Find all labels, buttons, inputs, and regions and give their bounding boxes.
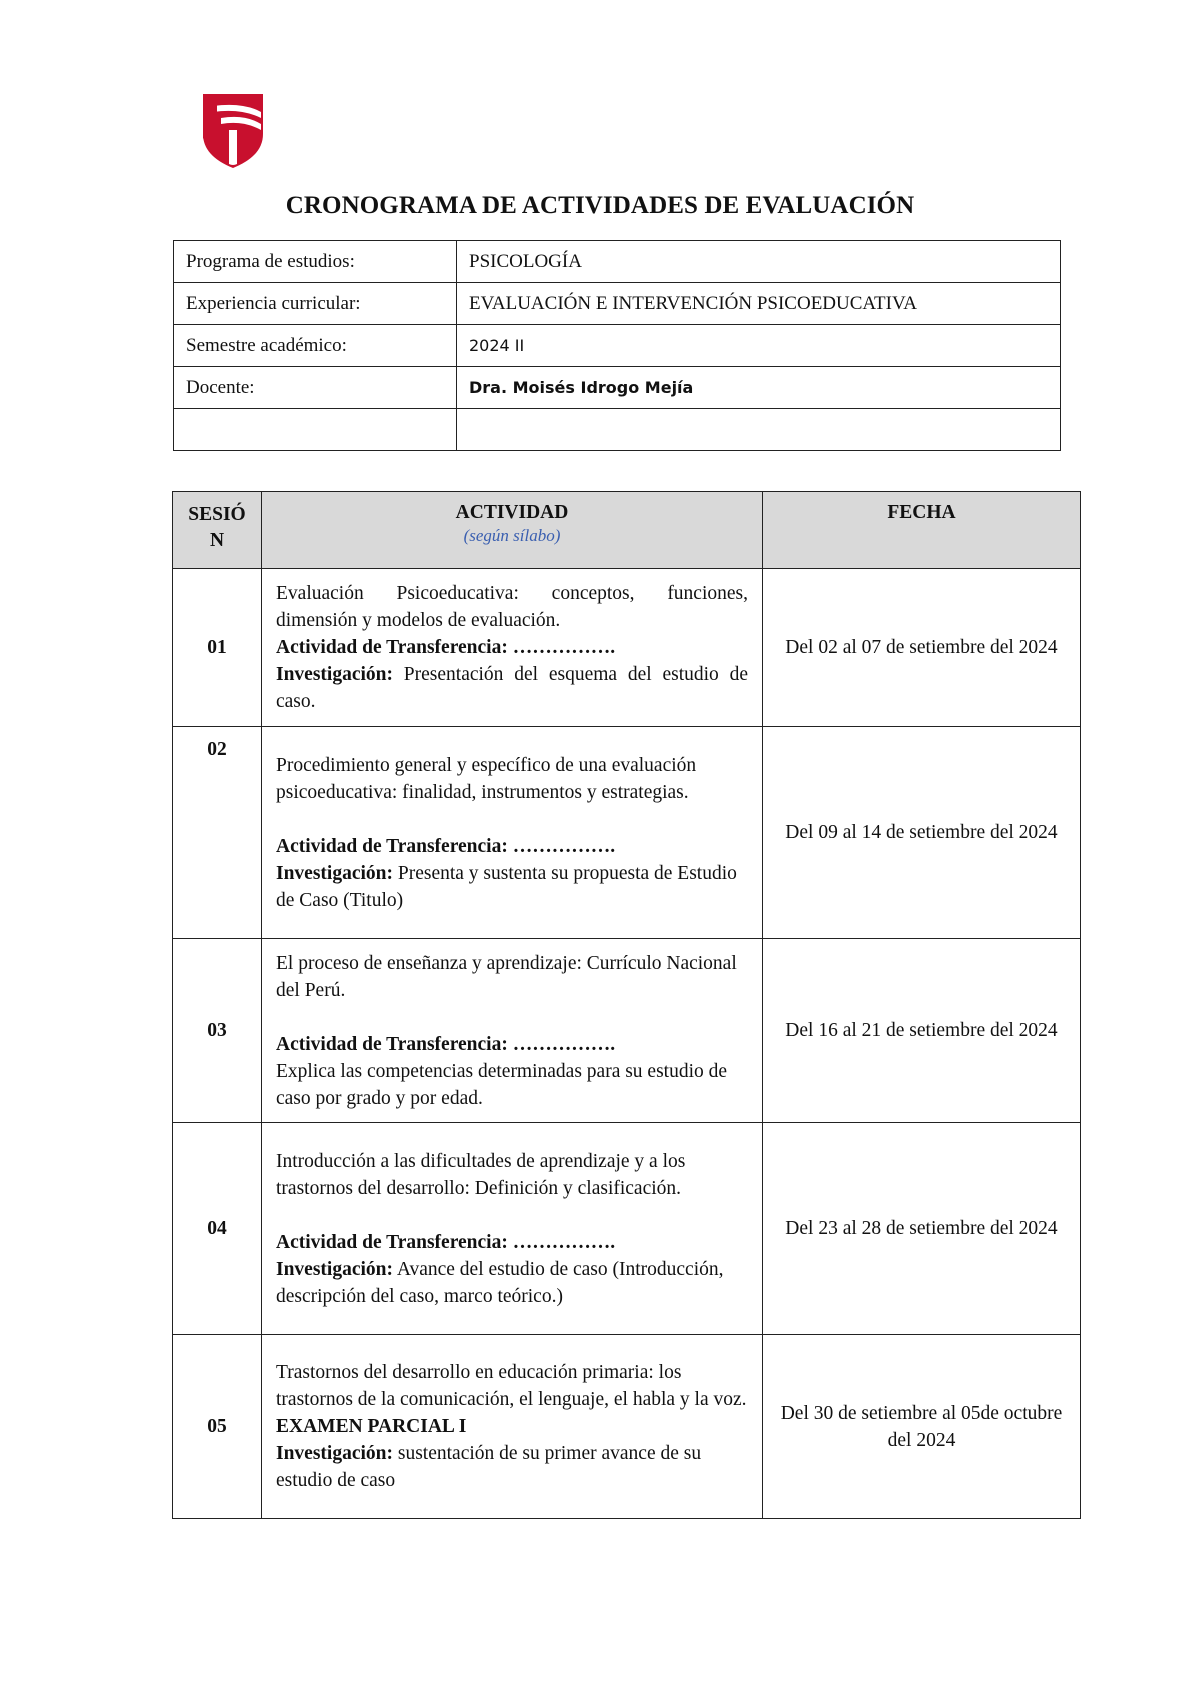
activity-topic: El proceso de enseñanza y aprendizaje: Currículo Nacional del Perú. [276, 952, 737, 1001]
info-empty-cell [174, 409, 457, 451]
info-value-semester: 2024 II [457, 325, 1061, 367]
session-number: 04 [173, 1123, 262, 1335]
investigation-text: Presenta y sustenta su propuesta de Estudio de Caso (Titulo) [276, 862, 737, 911]
extra-text: Explica las competencias determinadas para su estudio de caso por grado y por edad. [276, 1060, 728, 1109]
info-row [174, 367, 1061, 409]
activity-cell [262, 1123, 763, 1335]
investigation-label: Investigación: [276, 1258, 393, 1280]
header-date: FECHA [763, 492, 1081, 569]
info-label-semester: Semestre académico: [174, 325, 457, 367]
investigation-line [276, 1256, 748, 1310]
table-row [173, 727, 1081, 939]
investigation-line [276, 1440, 748, 1494]
activity-topic: Introducción a las dificultades de aprendizaje y a los trastornos del desarrollo: Definición y clasificación. [276, 1150, 686, 1199]
investigation-label: Investigación: [276, 664, 393, 685]
info-value-teacher: Dra. Moisés Idrogo Mejía [457, 367, 1061, 409]
session-number: 01 [173, 569, 262, 727]
investigation-label: Investigación: [276, 1443, 393, 1464]
activity-topic: Evaluación Psicoeducativa: conceptos, funciones, dimensión y modelos de evaluación. [276, 583, 748, 631]
table-row [173, 939, 1081, 1123]
investigation-text: Presentación del esquema del estudio de caso. [276, 664, 749, 712]
table-row [173, 1335, 1081, 1519]
header-activity-sub: (según sílabo) [463, 526, 561, 545]
info-row [174, 283, 1061, 325]
info-row [174, 325, 1061, 367]
info-row-empty [174, 409, 1061, 451]
transfer-line [276, 634, 748, 661]
investigation-text: sustentación de su primer avance de su estudio de caso [276, 1443, 702, 1491]
table-row [173, 569, 1081, 727]
exam-label [276, 1413, 748, 1440]
transfer-line [276, 1031, 748, 1058]
transfer-line [276, 833, 748, 860]
session-date: Del 02 al 07 de setiembre del 2024 [763, 569, 1081, 727]
header-activity [262, 492, 763, 569]
schedule-table [172, 491, 1081, 1519]
transfer-label: Actividad de Transferencia: [276, 835, 508, 857]
info-row [174, 241, 1061, 283]
session-number: 05 [173, 1335, 262, 1519]
activity-topic: Trastornos del desarrollo en educación primaria: los trastornos de la comunicación, el lenguaje, el habla y la voz. [276, 1362, 747, 1410]
investigation-text: Avance del estudio de caso (Introducción, descripción del caso, marco teórico.) [276, 1258, 724, 1307]
info-label-program: Programa de estudios: [174, 241, 457, 283]
session-date: Del 30 de setiembre al 05de octubre del 2024 [763, 1335, 1081, 1519]
table-row [173, 1123, 1081, 1335]
activity-cell [262, 939, 763, 1123]
investigation-line [276, 661, 748, 715]
info-value-course: EVALUACIÓN E INTERVENCIÓN PSICOEDUCATIVA [457, 283, 1061, 325]
schedule-header-row [173, 492, 1081, 569]
info-label-course: Experiencia curricular: [174, 283, 457, 325]
activity-cell [262, 1335, 763, 1519]
info-empty-cell [457, 409, 1061, 451]
session-number: 03 [173, 939, 262, 1123]
university-logo-icon [203, 94, 263, 168]
course-info-table [173, 240, 1061, 451]
session-date: Del 09 al 14 de setiembre del 2024 [763, 727, 1081, 939]
transfer-label: Actividad de Transferencia: [276, 1033, 508, 1055]
investigation-line [276, 860, 748, 914]
header-activity-label: ACTIVIDAD [455, 502, 569, 523]
header-session-label: SESIÓN [188, 504, 246, 551]
session-date: Del 23 al 28 de setiembre del 2024 [763, 1123, 1081, 1335]
exam-text: EXAMEN PARCIAL I [276, 1416, 467, 1437]
transfer-line [276, 1229, 748, 1256]
transfer-text: ……………. [512, 637, 616, 658]
transfer-text: ……………. [512, 1231, 616, 1253]
activity-topic: Procedimiento general y específico de una evaluación psicoeducativa: finalidad, instrumentos y estrategias. [276, 754, 697, 803]
session-date: Del 16 al 21 de setiembre del 2024 [763, 939, 1081, 1123]
transfer-label: Actividad de Transferencia: [276, 637, 508, 658]
activity-cell [262, 569, 763, 727]
page-title: CRONOGRAMA DE ACTIVIDADES DE EVALUACIÓN [285, 192, 915, 219]
transfer-label: Actividad de Transferencia: [276, 1231, 508, 1253]
transfer-text: ……………. [512, 1033, 616, 1055]
investigation-label: Investigación: [276, 862, 393, 884]
info-value-program: PSICOLOGÍA [457, 241, 1061, 283]
activity-cell [262, 727, 763, 939]
session-number: 02 [173, 727, 262, 939]
info-label-teacher: Docente: [174, 367, 457, 409]
transfer-text: ……………. [512, 835, 616, 857]
header-session [173, 492, 262, 569]
